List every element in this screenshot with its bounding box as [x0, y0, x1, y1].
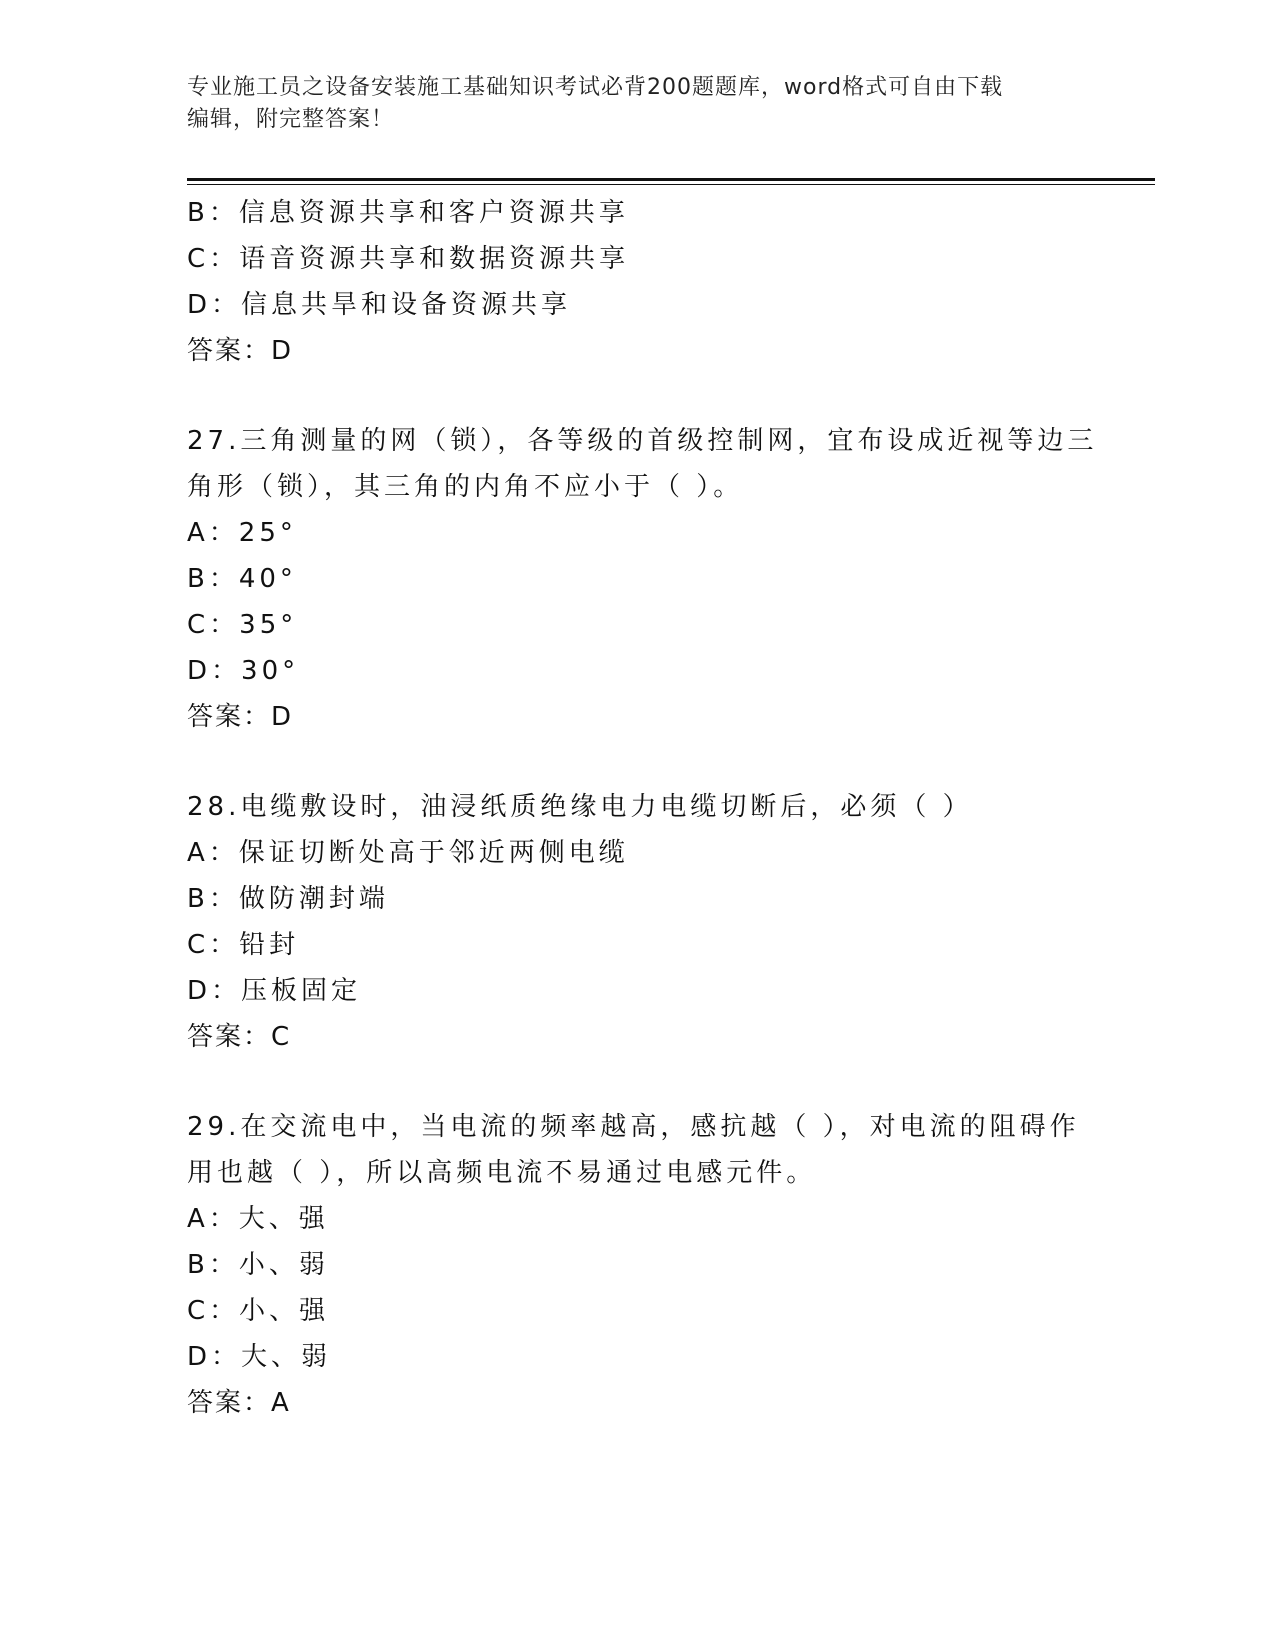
spacer: [187, 374, 1087, 418]
option-d: D：30°: [187, 656, 300, 686]
answer-line: 答案：D: [187, 702, 294, 732]
header-divider-thick: [187, 178, 1155, 181]
question-27: [187, 418, 1098, 740]
option-d: D：大、弱: [187, 1342, 332, 1372]
answer-line: 答案：D: [187, 336, 294, 366]
option-b: B：做防潮封端: [187, 884, 389, 914]
option-c: C：小、强: [187, 1296, 330, 1326]
question-list: [187, 190, 1098, 1426]
option-c: C：铅封: [187, 930, 300, 960]
question-stem-line-1: 28.电缆敷设时，油浸纸质绝缘电力电缆切断后，必须（ ）: [187, 792, 973, 822]
option-b: B：小、弱: [187, 1250, 329, 1280]
answer-line: 答案：A: [187, 1388, 291, 1418]
option-b: B：信息资源共享和客户资源共享: [187, 198, 629, 228]
question-26-continuation: [187, 190, 1087, 374]
question-28: [187, 784, 1087, 1060]
question-stem-line-1: 27.三角测量的网（锁），各等级的首级控制网，宜布设成近视等边三: [187, 426, 1098, 456]
option-d: D：压板固定: [187, 976, 362, 1006]
document-header: [187, 72, 1087, 136]
option-b: B：40°: [187, 564, 297, 594]
option-c: C：语音资源共享和数据资源共享: [187, 244, 630, 274]
question-stem-line-2: 角形（锁），其三角的内角不应小于（ ）。: [187, 472, 744, 502]
header-title-line-1: 专业施工员之设备安装施工基础知识考试必背200题题库，word格式可自由下载: [187, 75, 1004, 100]
header-title-line-2: 编辑，附完整答案！: [187, 107, 395, 132]
question-29: [187, 1104, 1087, 1426]
spacer: [187, 1060, 1087, 1104]
option-a: A：25°: [187, 518, 297, 548]
option-a: A：保证切断处高于邻近两侧电缆: [187, 838, 629, 868]
spacer: [187, 740, 1087, 784]
header-divider-thin: [187, 184, 1155, 185]
question-stem-line-1: 29.在交流电中，当电流的频率越高，感抗越（ ），对电流的阻碍作: [187, 1112, 1080, 1142]
question-stem-line-2: 用也越（ ），所以高频电流不易通过电感元件。: [187, 1158, 817, 1188]
answer-line: 答案：C: [187, 1022, 292, 1052]
option-c: C：35°: [187, 610, 298, 640]
option-d: D：信息共旱和设备资源共享: [187, 290, 572, 320]
option-a: A：大、强: [187, 1204, 329, 1234]
